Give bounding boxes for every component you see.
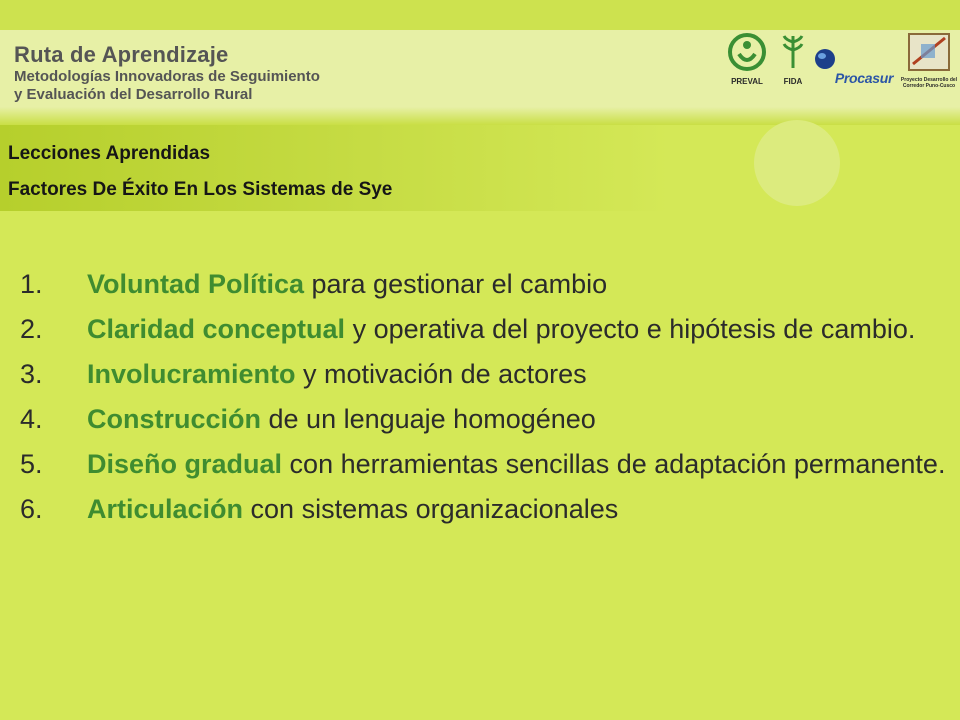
item-keyword: Articulación — [87, 494, 244, 524]
section-title: Lecciones Aprendidas — [8, 143, 211, 164]
item-keyword: Diseño gradual — [87, 449, 283, 479]
fida-wheat-icon — [778, 32, 808, 72]
item-number: 3. — [20, 359, 43, 389]
list-item — [0, 358, 960, 391]
item-number: 4. — [20, 404, 43, 434]
program-title: Ruta de Aprendizaje — [14, 42, 229, 67]
item-text: para gestionar el cambio — [304, 269, 608, 299]
procasur-logo — [814, 46, 896, 86]
corridor-caption: Proyecto Desarrollo del Corredor Puno-Cusco — [900, 77, 958, 89]
item-text: y motivación de actores — [295, 359, 587, 389]
list-item — [0, 268, 960, 301]
item-text: con sistemas organizacionales — [243, 494, 619, 524]
item-keyword: Voluntad Política — [87, 269, 305, 299]
preval-emblem-icon — [727, 32, 767, 72]
preval-logo — [724, 32, 770, 86]
list-item — [0, 403, 960, 436]
item-keyword: Construcción — [87, 404, 262, 434]
corridor-map-icon — [907, 32, 951, 72]
globe-icon — [814, 48, 836, 70]
item-number: 6. — [20, 494, 43, 524]
list-item — [0, 448, 960, 481]
section-subtitle: Factores De Éxito En Los Sistemas de Sye — [8, 179, 393, 200]
item-keyword: Involucramiento — [87, 359, 296, 389]
fida-logo — [776, 32, 810, 86]
partner-logos — [722, 30, 960, 100]
procasur-wordmark: Procasur — [834, 70, 894, 86]
program-subtitle-line1: Metodologías Innovadoras de Seguimiento — [14, 68, 320, 85]
item-number: 5. — [20, 449, 43, 479]
preval-label: PREVAL — [731, 77, 763, 86]
item-text: de un lenguaje homogéneo — [261, 404, 596, 434]
header-band — [0, 0, 960, 125]
list-item — [0, 313, 960, 346]
item-text: y operativa del proyecto e hipótesis de cambio. — [345, 314, 916, 344]
list-item — [0, 493, 960, 526]
item-text: con herramientas sencillas de adaptación permanente. — [282, 449, 946, 479]
item-number: 1. — [20, 269, 43, 299]
decorative-figure-head — [754, 120, 840, 206]
fida-label: FIDA — [783, 77, 803, 86]
item-keyword: Claridad conceptual — [87, 314, 346, 344]
title-block — [14, 42, 320, 104]
item-number: 2. — [20, 314, 43, 344]
program-subtitle-line2: y Evaluación del Desarrollo Rural — [14, 86, 253, 103]
corridor-project-logo — [900, 32, 958, 89]
success-factors-list — [0, 268, 960, 538]
